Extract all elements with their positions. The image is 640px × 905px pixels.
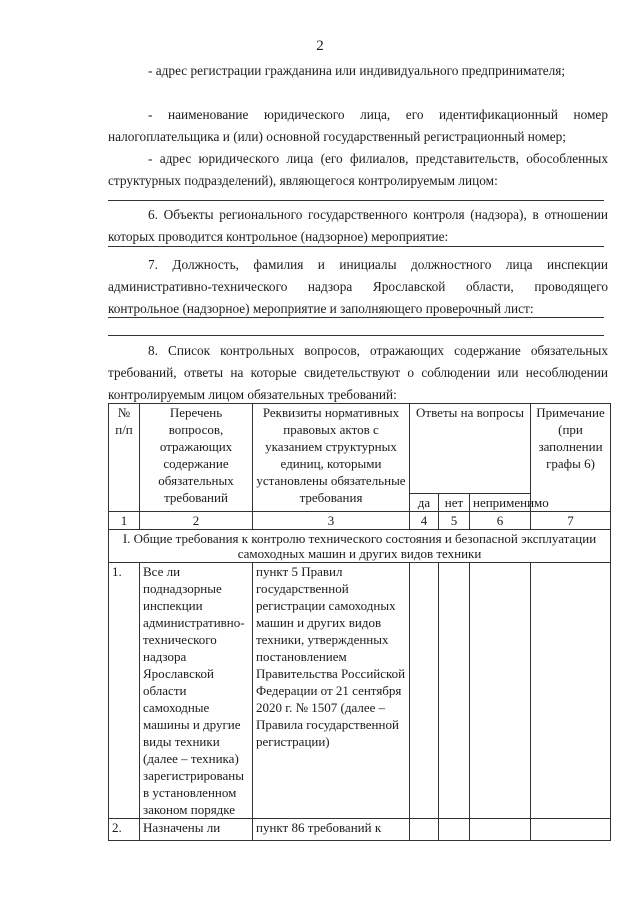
fill-line-objects xyxy=(108,231,608,247)
paragraph-legal-entity-address: - адрес юридического лица (его филиалов, представительств, обособленных структурных подразделений), являющегося контролируемым лицом: xyxy=(108,151,608,188)
header-requisites: Реквизиты нормативных правовых актов с указанием структурных единиц, которыми установлены обязательные требования xyxy=(253,404,410,512)
header-number: № п/п xyxy=(109,404,140,512)
row-question: Все ли поднадзорные инспекции административно-технического надзора Ярославской области самоходные машины и другие виды техники (далее – техника) зарегистрированы в установленном законом порядке xyxy=(140,563,253,819)
col-number-4: 4 xyxy=(410,512,439,530)
checklist-table xyxy=(108,403,611,841)
table-row xyxy=(109,563,611,819)
row-answer-no xyxy=(439,563,470,819)
row-answer-no xyxy=(439,819,470,841)
row-answer-yes xyxy=(410,563,439,819)
row-answer-not-applicable xyxy=(470,819,531,841)
col-number-6: 6 xyxy=(470,512,531,530)
col-number-2: 2 xyxy=(140,512,253,530)
row-note xyxy=(531,819,611,841)
paragraph-control-objects: 6. Объекты регионального государственного контроля (надзора), в отношении которых проводится контрольное (надзорное) мероприятие: xyxy=(108,207,608,244)
page-number: 2 xyxy=(316,38,324,54)
col-number-3: 3 xyxy=(253,512,410,530)
section-title: I. Общие требования к контролю технического состояния и безопасной эксплуатации самоходных машин и других видов техники xyxy=(109,530,611,563)
row-number: 2. xyxy=(109,819,140,841)
col-number-7: 7 xyxy=(531,512,611,530)
header-note: Примечание (при заполнении графы 6) xyxy=(531,404,611,512)
row-question: Назначены ли xyxy=(140,819,253,841)
header-questions: Перечень вопросов, отражающих содержание обязательных требований xyxy=(140,404,253,512)
row-note xyxy=(531,563,611,819)
col-number-1: 1 xyxy=(109,512,140,530)
header-yes: да xyxy=(410,494,439,512)
row-answer-not-applicable xyxy=(470,563,531,819)
col-number-5: 5 xyxy=(439,512,470,530)
header-not-applicable: неприменимо xyxy=(470,494,531,512)
row-answer-yes xyxy=(410,819,439,841)
row-number: 1. xyxy=(109,563,140,819)
fill-line-inspector-2 xyxy=(108,320,608,336)
table-row xyxy=(109,819,611,841)
row-requisite: пункт 5 Правил государственной регистрации самоходных машин и других видов техники, утвержденных постановлением Правительства Российской Федерации от 21 сентября 2020 г. № 1507 (далее – Правила государственной регистрации) xyxy=(253,563,410,819)
paragraph-inspector: 7. Должность, фамилия и инициалы должностного лица инспекции административно-технического надзора Ярославской области, проводящего контрольное (надзорное) мероприятие и заполняющего проверочный лист: xyxy=(108,257,608,316)
fill-line-inspector-1 xyxy=(108,302,608,318)
paragraph-question-list: 8. Список контрольных вопросов, отражающих содержание обязательных требований, ответы на которые свидетельствуют о соблюдении или несоблюдении контролируемым лицом обязательных требований: xyxy=(108,343,608,402)
header-no: нет xyxy=(439,494,470,512)
fill-line-address xyxy=(108,185,608,201)
header-answers: Ответы на вопросы xyxy=(410,404,531,494)
paragraph-legal-entity-name: - наименование юридического лица, его идентификационный номер налогоплательщика и (или) основной государственный регистрационный номер; xyxy=(108,107,608,144)
row-requisite: пункт 86 требований к xyxy=(253,819,410,841)
paragraph-registration-address: - адрес регистрации гражданина или индивидуального предпринимателя; xyxy=(148,63,566,78)
